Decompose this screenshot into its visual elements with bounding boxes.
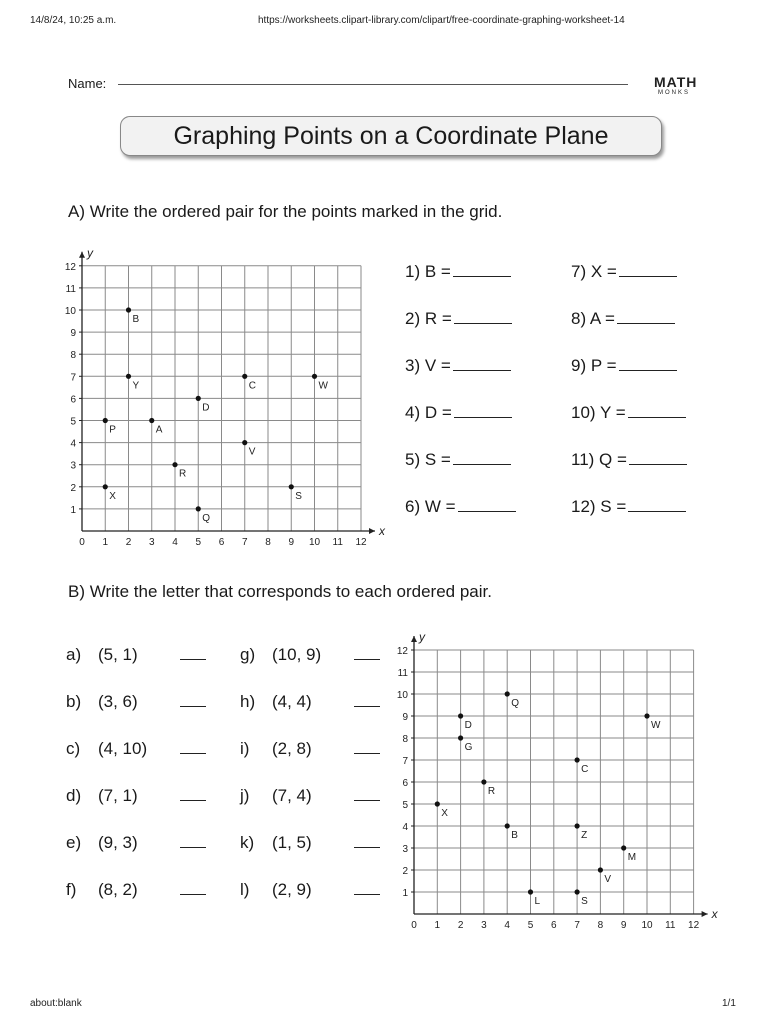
point-label-c: C — [248, 380, 256, 392]
y-tick-label: 1 — [402, 888, 408, 899]
x-tick-label: 3 — [481, 920, 487, 931]
question-a-item — [405, 403, 512, 423]
question-b-item — [66, 833, 206, 853]
y-axis-letter: y — [419, 630, 425, 644]
point-label-m: M — [627, 852, 637, 863]
x-tick-label: 11 — [665, 920, 676, 931]
point-x — [103, 484, 108, 489]
question-b-label: k) — [240, 833, 255, 852]
y-tick-label: 6 — [402, 778, 408, 789]
answer-blank[interactable] — [180, 882, 206, 895]
point-v — [242, 440, 247, 445]
answer-blank[interactable] — [619, 262, 677, 277]
print-page-count: 1/1 — [722, 998, 736, 1009]
x-tick-label: 1 — [434, 920, 441, 931]
answer-blank[interactable] — [453, 262, 511, 277]
answer-blank[interactable] — [180, 835, 206, 848]
question-b-label: j) — [240, 786, 250, 805]
question-b-label: g) — [240, 645, 256, 664]
question-b-item — [66, 786, 206, 806]
question-b-pair: (4, 10) — [98, 739, 148, 758]
question-a-text: 4) D = — [405, 403, 452, 422]
question-a-item — [571, 403, 686, 423]
x-tick-label: 0 — [411, 920, 417, 931]
question-a-text: 10) Y = — [571, 403, 626, 422]
y-axis-arrow — [79, 252, 85, 258]
y-tick-label: 9 — [402, 712, 408, 723]
section-a-heading: A) Write the ordered pair for the points marked in the grid. — [68, 202, 503, 221]
point-c — [242, 374, 247, 379]
question-b-item — [66, 645, 206, 665]
point-label-z: Z — [581, 830, 588, 841]
point-label-l: L — [534, 896, 541, 907]
answer-blank[interactable] — [454, 309, 512, 324]
question-a-text: 3) V = — [405, 356, 451, 375]
x-tick-label: 2 — [125, 537, 132, 548]
y-tick-label: 8 — [70, 350, 76, 362]
question-a-text: 8) A = — [571, 309, 615, 328]
x-tick-label: 10 — [308, 537, 321, 548]
question-a-text: 2) R = — [405, 309, 452, 328]
question-b-label: c) — [66, 739, 81, 758]
x-tick-label: 5 — [195, 537, 202, 548]
question-a-text: 12) S = — [571, 497, 627, 516]
x-tick-label: 9 — [288, 537, 295, 548]
y-tick-label: 11 — [65, 283, 76, 295]
point-label-b: B — [132, 314, 140, 325]
y-tick-label: 9 — [70, 328, 76, 340]
y-tick-label: 4 — [402, 822, 408, 833]
question-b-pair: (7, 4) — [272, 786, 312, 805]
point-label-x: X — [109, 490, 116, 502]
y-tick-label: 2 — [402, 866, 408, 877]
answer-blank[interactable] — [354, 741, 380, 754]
question-b-pair: (3, 6) — [98, 692, 138, 711]
question-b-item — [66, 739, 206, 759]
point-w — [312, 374, 317, 379]
question-b-label: d) — [66, 786, 82, 805]
question-b-pair: (2, 8) — [272, 739, 312, 758]
point-label-v: V — [248, 446, 256, 458]
y-tick-label: 7 — [70, 372, 76, 384]
answer-blank[interactable] — [354, 647, 380, 660]
point-q — [505, 691, 510, 696]
answer-blank[interactable] — [619, 356, 677, 371]
logo-main-text: MATH — [654, 74, 698, 90]
point-label-r: R — [487, 786, 496, 797]
x-tick-label: 2 — [457, 920, 464, 931]
question-a-text: 6) W = — [405, 497, 456, 516]
point-label-y: Y — [132, 380, 140, 392]
point-label-w: W — [651, 720, 661, 731]
y-axis-arrow — [411, 636, 417, 642]
answer-blank[interactable] — [629, 450, 687, 465]
question-a-text: 7) X = — [571, 262, 617, 281]
point-g — [458, 735, 463, 740]
question-b-label: i) — [240, 739, 250, 758]
question-a-item — [571, 309, 675, 329]
question-a-text: 9) P = — [571, 356, 617, 375]
answer-blank[interactable] — [617, 309, 675, 324]
question-a-item — [405, 356, 511, 376]
answer-blank[interactable] — [628, 403, 686, 418]
answer-blank[interactable] — [180, 788, 206, 801]
question-b-item — [240, 645, 380, 665]
question-b-label: a) — [66, 645, 82, 664]
math-monks-logo — [654, 74, 714, 96]
worksheet-title-text: Graphing Points on a Coordinate Plane — [173, 121, 609, 150]
question-b-item — [240, 880, 380, 900]
y-tick-label: 7 — [402, 756, 408, 767]
point-x — [435, 801, 440, 806]
point-r — [481, 779, 486, 784]
question-a-item — [571, 356, 677, 376]
name-line — [118, 84, 628, 85]
question-b-pair: (9, 3) — [98, 833, 138, 852]
x-tick-label: 8 — [597, 920, 604, 931]
point-d — [196, 396, 201, 401]
worksheet-title — [120, 116, 662, 156]
y-tick-label: 5 — [70, 416, 76, 428]
x-tick-label: 6 — [218, 537, 225, 548]
point-label-p: P — [109, 424, 116, 436]
question-a-text: 11) Q = — [571, 450, 627, 469]
point-y — [126, 374, 131, 379]
print-url: https://worksheets.clipart-library.com/clipart/free-coordinate-graphing-worksheet-14 — [258, 15, 625, 26]
point-s — [575, 889, 580, 894]
y-tick-label: 10 — [396, 690, 408, 701]
question-b-label: b) — [66, 692, 82, 711]
y-tick-label: 11 — [397, 668, 408, 679]
answer-blank[interactable] — [354, 882, 380, 895]
answer-blank[interactable] — [454, 403, 512, 418]
y-tick-label: 1 — [70, 504, 76, 516]
x-tick-label: 7 — [574, 920, 580, 931]
x-axis-letter: x — [379, 524, 385, 538]
answer-blank[interactable] — [354, 835, 380, 848]
point-b — [505, 823, 510, 828]
question-a-item — [405, 450, 511, 470]
point-p — [103, 418, 108, 423]
point-s — [289, 484, 294, 489]
question-b-item — [66, 692, 206, 712]
question-b-pair: (1, 5) — [272, 833, 312, 852]
point-label-d: D — [464, 720, 472, 731]
y-tick-label: 10 — [64, 306, 76, 317]
point-w — [644, 713, 649, 718]
x-tick-label: 11 — [332, 537, 343, 548]
y-tick-label: 4 — [70, 438, 76, 450]
point-label-x: X — [441, 808, 448, 819]
y-tick-label: 12 — [64, 261, 76, 273]
point-label-c: C — [581, 764, 589, 775]
name-label: Name: — [68, 76, 107, 91]
answer-blank[interactable] — [180, 694, 206, 707]
y-tick-label: 8 — [402, 734, 408, 745]
y-tick-label: 2 — [70, 482, 76, 494]
point-c — [575, 757, 580, 762]
question-a-item — [571, 450, 687, 470]
y-tick-label: 3 — [402, 844, 408, 855]
question-b-pair: (7, 1) — [98, 786, 138, 805]
point-label-s: S — [295, 490, 302, 502]
point-label-r: R — [179, 468, 187, 480]
x-tick-label: 10 — [641, 920, 653, 931]
question-a-item — [405, 262, 511, 282]
x-tick-label: 3 — [148, 537, 155, 548]
point-b — [126, 307, 131, 312]
point-label-g: G — [464, 742, 473, 753]
answer-blank[interactable] — [354, 788, 380, 801]
answer-blank[interactable] — [180, 741, 206, 754]
print-footer-left: about:blank — [30, 998, 82, 1009]
question-b-label: h) — [240, 692, 256, 711]
x-tick-label: 6 — [551, 920, 557, 931]
answer-blank[interactable] — [453, 356, 511, 371]
point-a — [149, 418, 154, 423]
point-label-q: Q — [202, 512, 211, 524]
answer-blank[interactable] — [453, 450, 511, 465]
question-b-item — [240, 739, 380, 759]
question-b-pair: (8, 2) — [98, 880, 138, 899]
section-b-heading: B) Write the letter that corresponds to each ordered pair. — [68, 582, 492, 601]
answer-blank[interactable] — [354, 694, 380, 707]
y-axis-letter: y — [87, 245, 93, 260]
point-label-b: B — [511, 830, 518, 841]
point-d — [458, 713, 463, 718]
question-b-item — [240, 692, 380, 712]
question-b-item — [66, 880, 206, 900]
point-label-q: Q — [511, 698, 519, 709]
question-a-item — [571, 497, 686, 517]
question-b-label: e) — [66, 833, 82, 852]
point-v — [598, 867, 603, 872]
point-label-s: S — [581, 896, 588, 907]
coordinate-grid-a — [60, 244, 392, 548]
point-q — [196, 506, 201, 511]
x-tick-label: 4 — [504, 920, 510, 931]
point-label-a: A — [155, 424, 163, 436]
x-tick-label: 9 — [620, 920, 627, 931]
logo-sub-text: MONKS — [658, 90, 691, 96]
x-tick-label: 8 — [265, 537, 271, 548]
x-tick-label: 1 — [102, 537, 109, 548]
x-axis-letter: x — [711, 907, 718, 921]
point-label-v: V — [604, 874, 612, 885]
y-tick-label: 3 — [70, 460, 76, 472]
x-tick-label: 0 — [79, 537, 85, 548]
point-label-w: W — [318, 380, 328, 392]
question-b-item — [240, 833, 380, 853]
coordinate-grid-b — [390, 630, 730, 935]
y-tick-label: 12 — [396, 646, 408, 657]
point-m — [621, 845, 626, 850]
x-tick-label: 7 — [241, 537, 248, 548]
answer-blank[interactable] — [458, 497, 516, 512]
answer-blank[interactable] — [628, 497, 686, 512]
question-b-pair: (4, 4) — [272, 692, 312, 711]
x-tick-label: 12 — [688, 920, 700, 931]
y-tick-label: 6 — [70, 394, 76, 406]
question-b-pair: (2, 9) — [272, 880, 312, 899]
question-a-text: 5) S = — [405, 450, 451, 469]
question-a-text: 1) B = — [405, 262, 451, 281]
question-b-label: l) — [240, 880, 250, 899]
question-a-item — [405, 497, 516, 517]
question-a-item — [405, 309, 512, 329]
question-b-pair: (5, 1) — [98, 645, 138, 664]
answer-blank[interactable] — [180, 647, 206, 660]
y-tick-label: 5 — [402, 800, 408, 811]
point-label-d: D — [202, 402, 210, 414]
x-tick-label: 4 — [172, 537, 178, 548]
x-axis-arrow — [702, 911, 708, 917]
x-axis-arrow — [369, 528, 375, 534]
point-z — [575, 823, 580, 828]
question-b-item — [240, 786, 380, 806]
point-r — [172, 462, 177, 467]
point-l — [528, 889, 533, 894]
x-tick-label: 12 — [355, 537, 367, 548]
question-b-label: f) — [66, 880, 77, 899]
x-tick-label: 5 — [527, 920, 534, 931]
question-b-pair: (10, 9) — [272, 645, 322, 664]
print-datetime: 14/8/24, 10:25 a.m. — [30, 15, 117, 26]
question-a-item — [571, 262, 677, 282]
